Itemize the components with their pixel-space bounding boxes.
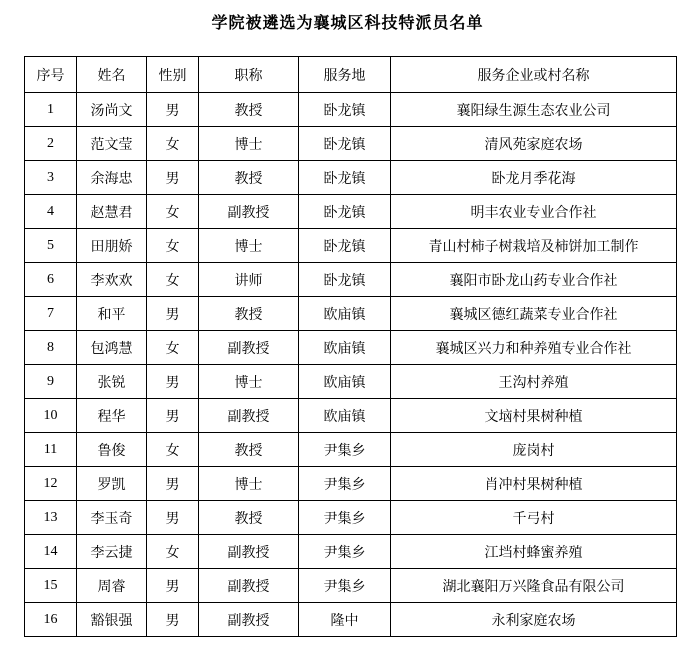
- cell-index: 4: [25, 195, 77, 229]
- cell-index: 5: [25, 229, 77, 263]
- cell-title: 教授: [199, 93, 299, 127]
- cell-gender: 男: [147, 297, 199, 331]
- cell-title: 教授: [199, 501, 299, 535]
- table-row: [25, 535, 677, 569]
- cell-title: 副教授: [199, 569, 299, 603]
- cell-service-place: 尹集乡: [299, 501, 391, 535]
- cell-index: 8: [25, 331, 77, 365]
- cell-name: 范文莹: [77, 127, 147, 161]
- cell-index: 11: [25, 433, 77, 467]
- cell-title: 教授: [199, 297, 299, 331]
- cell-gender: 女: [147, 229, 199, 263]
- cell-gender: 女: [147, 535, 199, 569]
- cell-gender: 女: [147, 433, 199, 467]
- cell-service-org: 永利家庭农场: [391, 603, 677, 637]
- table-row: [25, 433, 677, 467]
- table-row: [25, 399, 677, 433]
- table-row: [25, 195, 677, 229]
- cell-index: 14: [25, 535, 77, 569]
- cell-service-place: 尹集乡: [299, 535, 391, 569]
- cell-index: 1: [25, 93, 77, 127]
- cell-title: 博士: [199, 229, 299, 263]
- table-row: [25, 263, 677, 297]
- table-row: [25, 603, 677, 637]
- cell-gender: 男: [147, 603, 199, 637]
- cell-title: 博士: [199, 365, 299, 399]
- cell-name: 包鸿慧: [77, 331, 147, 365]
- cell-service-org: 襄城区兴力和种养殖专业合作社: [391, 331, 677, 365]
- cell-service-org: 襄阳市卧龙山药专业合作社: [391, 263, 677, 297]
- cell-gender: 女: [147, 263, 199, 297]
- cell-gender: 男: [147, 569, 199, 603]
- cell-service-place: 卧龙镇: [299, 161, 391, 195]
- cell-service-org: 襄阳绿生源生态农业公司: [391, 93, 677, 127]
- cell-service-place: 卧龙镇: [299, 195, 391, 229]
- cell-gender: 女: [147, 331, 199, 365]
- cell-service-org: 青山村柿子树栽培及柿饼加工制作: [391, 229, 677, 263]
- cell-service-place: 隆中: [299, 603, 391, 637]
- cell-title: 副教授: [199, 195, 299, 229]
- cell-gender: 女: [147, 127, 199, 161]
- document-title: 学院被遴选为襄城区科技特派员名单: [211, 13, 484, 32]
- header-index: 序号: [25, 57, 77, 93]
- cell-service-org: 清风苑家庭农场: [391, 127, 677, 161]
- cell-service-org: 湖北襄阳万兴隆食品有限公司: [391, 569, 677, 603]
- cell-title: 博士: [199, 127, 299, 161]
- cell-service-place: 欧庙镇: [299, 297, 391, 331]
- cell-index: 7: [25, 297, 77, 331]
- cell-index: 9: [25, 365, 77, 399]
- cell-service-org: 文垴村果树种植: [391, 399, 677, 433]
- cell-name: 赵慧君: [77, 195, 147, 229]
- cell-gender: 男: [147, 365, 199, 399]
- header-service-org: 服务企业或村名称: [391, 57, 677, 93]
- table-row: [25, 501, 677, 535]
- table-row: [25, 229, 677, 263]
- cell-title: 博士: [199, 467, 299, 501]
- cell-index: 6: [25, 263, 77, 297]
- cell-index: 2: [25, 127, 77, 161]
- cell-service-org: 襄城区德红蔬菜专业合作社: [391, 297, 677, 331]
- cell-service-place: 欧庙镇: [299, 365, 391, 399]
- cell-service-place: 尹集乡: [299, 467, 391, 501]
- cell-index: 12: [25, 467, 77, 501]
- table-row: [25, 365, 677, 399]
- cell-service-org: 庞岗村: [391, 433, 677, 467]
- cell-service-org: 卧龙月季花海: [391, 161, 677, 195]
- cell-gender: 女: [147, 195, 199, 229]
- cell-service-org: 肖冲村果树种植: [391, 467, 677, 501]
- cell-service-org: 千弓村: [391, 501, 677, 535]
- cell-title: 副教授: [199, 399, 299, 433]
- cell-service-org: 江垱村蜂蜜养殖: [391, 535, 677, 569]
- cell-name: 余海忠: [77, 161, 147, 195]
- cell-gender: 男: [147, 161, 199, 195]
- cell-name: 李欢欢: [77, 263, 147, 297]
- table-row: [25, 297, 677, 331]
- table-row: [25, 161, 677, 195]
- header-title: 职称: [199, 57, 299, 93]
- table-row: [25, 331, 677, 365]
- table-row: [25, 569, 677, 603]
- cell-service-place: 卧龙镇: [299, 127, 391, 161]
- cell-name: 和平: [77, 297, 147, 331]
- cell-name: 罗凯: [77, 467, 147, 501]
- cell-index: 10: [25, 399, 77, 433]
- cell-gender: 男: [147, 399, 199, 433]
- cell-name: 田朋娇: [77, 229, 147, 263]
- cell-title: 讲师: [199, 263, 299, 297]
- cell-service-place: 卧龙镇: [299, 229, 391, 263]
- cell-title: 教授: [199, 161, 299, 195]
- table-row: [25, 93, 677, 127]
- cell-service-place: 卧龙镇: [299, 93, 391, 127]
- cell-index: 13: [25, 501, 77, 535]
- table-body: [25, 93, 677, 637]
- cell-service-org: 明丰农业专业合作社: [391, 195, 677, 229]
- cell-title: 教授: [199, 433, 299, 467]
- cell-name: 汤尚文: [77, 93, 147, 127]
- table-row: [25, 467, 677, 501]
- cell-index: 15: [25, 569, 77, 603]
- cell-service-org: 王沟村养殖: [391, 365, 677, 399]
- header-name: 姓名: [77, 57, 147, 93]
- header-gender: 性别: [147, 57, 199, 93]
- cell-service-place: 尹集乡: [299, 569, 391, 603]
- cell-name: 李玉奇: [77, 501, 147, 535]
- cell-name: 程华: [77, 399, 147, 433]
- cell-gender: 男: [147, 467, 199, 501]
- cell-name: 李云捷: [77, 535, 147, 569]
- table-row: [25, 127, 677, 161]
- table-header-row: [25, 57, 677, 93]
- cell-service-place: 欧庙镇: [299, 331, 391, 365]
- roster-table: [24, 56, 677, 637]
- cell-gender: 男: [147, 93, 199, 127]
- cell-name: 张锐: [77, 365, 147, 399]
- cell-name: 周睿: [77, 569, 147, 603]
- header-service-place: 服务地: [299, 57, 391, 93]
- cell-service-place: 卧龙镇: [299, 263, 391, 297]
- cell-title: 副教授: [199, 603, 299, 637]
- cell-gender: 男: [147, 501, 199, 535]
- cell-service-place: 尹集乡: [299, 433, 391, 467]
- cell-name: 豁银强: [77, 603, 147, 637]
- cell-index: 16: [25, 603, 77, 637]
- cell-service-place: 欧庙镇: [299, 399, 391, 433]
- cell-name: 鲁俊: [77, 433, 147, 467]
- cell-title: 副教授: [199, 331, 299, 365]
- cell-title: 副教授: [199, 535, 299, 569]
- cell-index: 3: [25, 161, 77, 195]
